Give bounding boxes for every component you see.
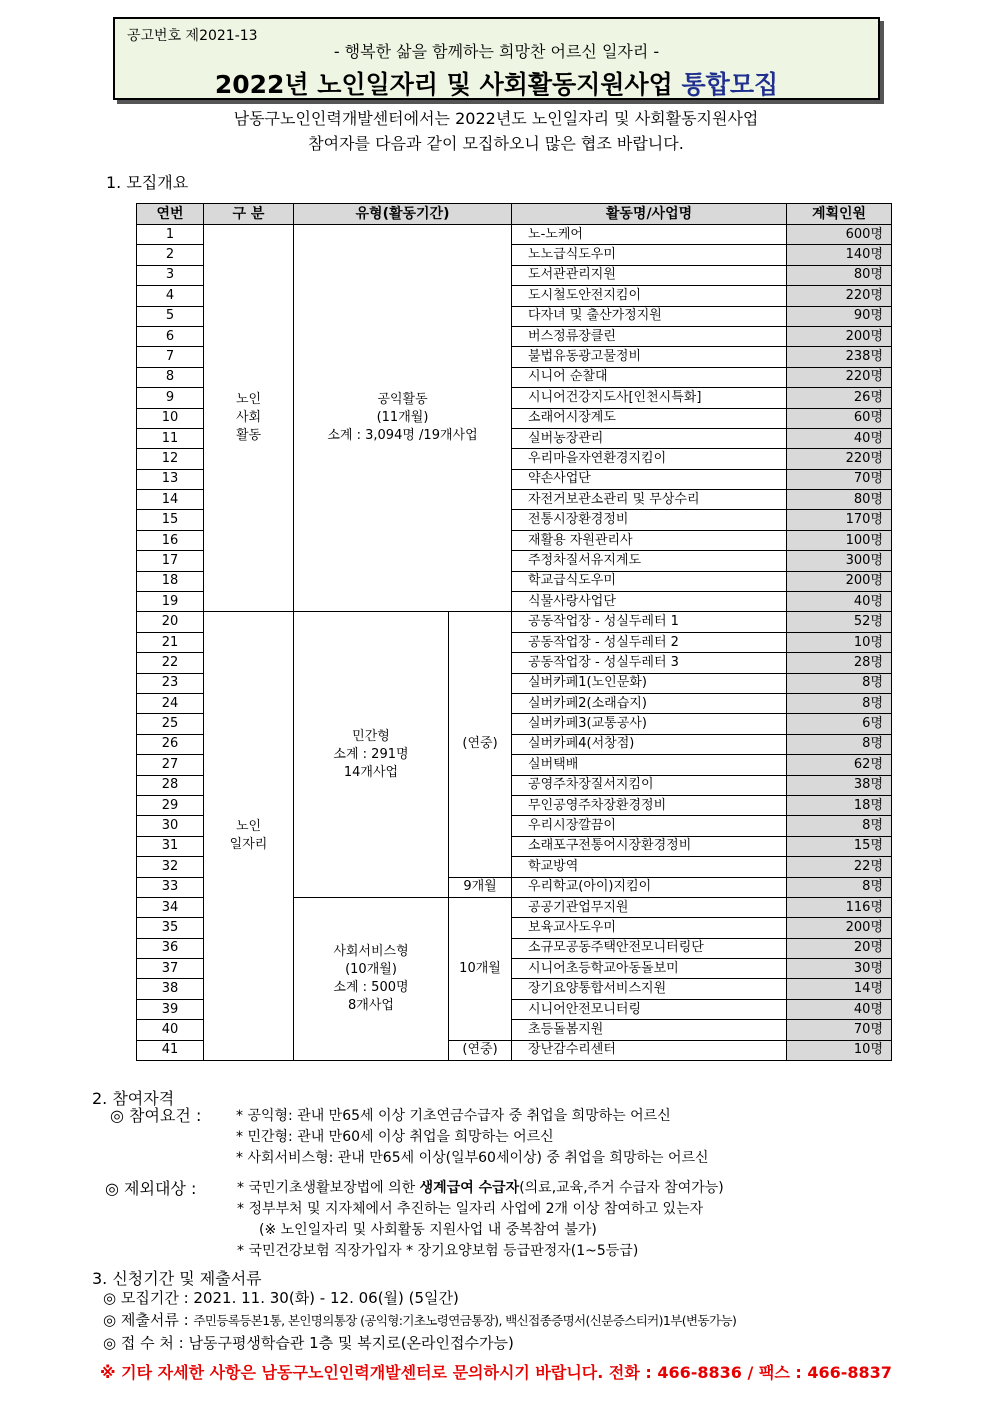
exclusion-note: (※ 노인일자리 및 사회활동 지원사업 내 중복참여 불가) [259, 1222, 597, 1238]
activity-name: 실버택배 [512, 755, 787, 775]
activity-name: 주정차질서유지계도 [512, 551, 787, 571]
activity-name: 도시철도안전지킴이 [512, 286, 787, 306]
row-number: 17 [137, 551, 204, 571]
planned-count: 40명 [787, 592, 892, 612]
row-number: 18 [137, 571, 204, 591]
row-number: 19 [137, 592, 204, 612]
footer-notice: ※ 기타 자세한 사항은 남동구노인인력개발센터로 문의하시기 바랍니다. 전화 : 466-8836 / 팩스 : 466-8837 [100, 1363, 892, 1382]
row-number: 14 [137, 490, 204, 510]
activity-name: 공동작업장 - 성실두레터 3 [512, 653, 787, 673]
planned-count: 15명 [787, 836, 892, 856]
row-number: 27 [137, 755, 204, 775]
planned-count: 100명 [787, 530, 892, 550]
row-number: 8 [137, 367, 204, 387]
planned-count: 6명 [787, 714, 892, 734]
activity-name: 자전거보관소관리 및 무상수리 [512, 490, 787, 510]
period-value: 2021. 11. 30(화) - 12. 06(월) (5일간) [193, 1289, 459, 1307]
subtitle: - 행복한 삶을 함께하는 희망찬 어르신 일자리 - [333, 42, 660, 61]
row-number: 11 [137, 428, 204, 448]
row-number: 10 [137, 408, 204, 428]
row-number: 26 [137, 734, 204, 754]
activity-name: 소규모공동주택안전모니터링단 [512, 938, 787, 958]
intro-line-2: 참여자를 다음과 같이 모집하오니 많은 협조 바랍니다. [308, 134, 684, 153]
row-number: 6 [137, 326, 204, 346]
group-label-line: 소계 : 291명 [333, 746, 409, 762]
notice-number: 공고번호 제2021-13 [127, 28, 258, 44]
planned-count: 18명 [787, 795, 892, 815]
page-title [115, 65, 878, 101]
header-planned: 계획인원 [787, 204, 892, 225]
header-category: 구 분 [204, 204, 294, 225]
activity-name: 학교급식도우미 [512, 571, 787, 591]
docs-label: ◎ 제출서류 : [103, 1311, 189, 1329]
planned-count: 80명 [787, 490, 892, 510]
row-number: 7 [137, 347, 204, 367]
planned-count: 70명 [787, 469, 892, 489]
group-label-line: 소계 : 3,094명 /19개사업 [327, 428, 478, 444]
planned-count: 80명 [787, 265, 892, 285]
exclusion-item: * 국민기초생활보장법에 의한 생계급여 수급자(의료,교육,주거 수급자 참여가능) [237, 1180, 724, 1196]
planned-count: 170명 [787, 510, 892, 530]
activity-name: 학교방역 [512, 857, 787, 877]
docs-row [103, 1309, 736, 1332]
activity-name: 다자녀 및 출산가정지원 [512, 306, 787, 326]
planned-count: 8명 [787, 673, 892, 693]
activity-name: 재활용 자원관리사 [512, 530, 787, 550]
intro-line-1: 남동구노인인력개발센터에서는 2022년도 노인일자리 및 사회활동지원사업 [233, 109, 759, 128]
row-number: 23 [137, 673, 204, 693]
place-label: ◎ 접 수 처 : [103, 1334, 184, 1352]
planned-count: 8명 [787, 734, 892, 754]
planned-count: 52명 [787, 612, 892, 632]
planned-count: 8명 [787, 693, 892, 713]
row-number: 9 [137, 388, 204, 408]
section-2-title: 2. 참여자격 [92, 1089, 175, 1108]
row-number: 15 [137, 510, 204, 530]
row-number: 3 [137, 265, 204, 285]
group-label-line: 8개사업 [348, 997, 394, 1013]
group-label-line: 민간형 [352, 728, 390, 744]
planned-count: 30명 [787, 959, 892, 979]
planned-count: 22명 [787, 857, 892, 877]
activity-name: 불법유동광고물정비 [512, 347, 787, 367]
planned-count: 300명 [787, 551, 892, 571]
group-label-line: (10개월) [345, 961, 397, 977]
group-label-line: 소계 : 500명 [333, 979, 409, 995]
planned-count: 220명 [787, 449, 892, 469]
exclusions-label: ◎ 제외대상 : [105, 1179, 197, 1198]
row-number: 20 [137, 612, 204, 632]
application-info [103, 1287, 736, 1354]
planned-count: 40명 [787, 999, 892, 1019]
group-label-line: 활동 [235, 428, 262, 444]
planned-count: 26명 [787, 388, 892, 408]
place-row [103, 1332, 736, 1354]
activity-name: 실버카페1(노인문화) [512, 673, 787, 693]
planned-count: 116명 [787, 897, 892, 917]
activity-name: 공동작업장 - 성실두레터 1 [512, 612, 787, 632]
activity-name: 노-노케어 [512, 225, 787, 245]
activity-name: 시니어안전모니터링 [512, 999, 787, 1019]
row-number: 25 [137, 714, 204, 734]
activity-name: 공공기관업무지원 [512, 897, 787, 917]
activity-name: 무인공영주차장환경정비 [512, 795, 787, 815]
title-highlight: 통합모집 [681, 70, 779, 99]
planned-count: 20명 [787, 938, 892, 958]
row-number: 5 [137, 306, 204, 326]
planned-count: 200명 [787, 326, 892, 346]
planned-count: 62명 [787, 755, 892, 775]
activity-name: 장기요양통합서비스지원 [512, 979, 787, 999]
activity-name: 식물사랑사업단 [512, 592, 787, 612]
period-10-months: 10개월 [449, 897, 512, 1040]
group-label-line: 일자리 [229, 837, 268, 853]
exclusion-item: * 국민건강보험 직장가입자 * 장기요양보험 등급판정자(1~5등급) [237, 1243, 639, 1259]
exclusions [105, 1178, 196, 1201]
group-label-line: (11개월) [376, 410, 429, 426]
section-1-title: 1. 모집개요 [106, 173, 189, 192]
group-label-line: 노인 [235, 392, 262, 408]
category-senior-social [204, 225, 294, 612]
planned-count: 140명 [787, 245, 892, 265]
planned-count: 28명 [787, 653, 892, 673]
docs-value: 주민등록등본1통, 본인명의통장 (공익형:기초노령연금통장), 백신접종증명서(신분증스티커)1부(변동가능) [193, 1313, 737, 1328]
row-number: 4 [137, 286, 204, 306]
planned-count: 10명 [787, 632, 892, 652]
planned-count: 220명 [787, 367, 892, 387]
planned-count: 600명 [787, 225, 892, 245]
activity-name: 장난감수리센터 [512, 1040, 787, 1060]
activity-name: 실버카페2(소래습지) [512, 693, 787, 713]
planned-count: 8명 [787, 877, 892, 897]
table-row [137, 225, 892, 245]
requirement-item: * 공익형: 관내 만65세 이상 기초연금수급자 중 취업을 희망하는 어르신 [236, 1108, 671, 1124]
row-number: 40 [137, 1020, 204, 1040]
activity-name: 약손사업단 [512, 469, 787, 489]
row-number: 37 [137, 959, 204, 979]
activity-name: 시니어초등학교아동돌보미 [512, 959, 787, 979]
planned-count: 38명 [787, 775, 892, 795]
activity-name: 실버카페3(교통공사) [512, 714, 787, 734]
header-no: 연번 [137, 204, 204, 225]
livelihood-recipient: 생계급여 수급자 [419, 1180, 520, 1196]
period-row [103, 1287, 736, 1309]
section-3-title: 3. 신청기간 및 제출서류 [92, 1269, 262, 1288]
row-number: 22 [137, 653, 204, 673]
row-number: 21 [137, 632, 204, 652]
row-number: 33 [137, 877, 204, 897]
activity-name: 공영주차장질서지킴이 [512, 775, 787, 795]
activity-name: 도서관관리지원 [512, 265, 787, 285]
planned-count: 60명 [787, 408, 892, 428]
activity-name: 소래포구전통어시장환경정비 [512, 836, 787, 856]
group-label-line: 노인 [235, 819, 262, 835]
place-value: 남동구평생학습관 1층 및 복지로(온라인접수가능) [188, 1334, 514, 1352]
row-number: 29 [137, 795, 204, 815]
group-label-line: 14개사업 [343, 764, 399, 780]
group-label-line: 사회 [235, 410, 262, 426]
activity-name: 버스정류장클린 [512, 326, 787, 346]
row-number: 38 [137, 979, 204, 999]
activity-name: 보육교사도우미 [512, 918, 787, 938]
row-number: 1 [137, 225, 204, 245]
category-senior-job [204, 612, 294, 1061]
group-label-line: 사회서비스형 [333, 943, 409, 959]
row-number: 13 [137, 469, 204, 489]
exclusion-item: * 정부부처 및 지자체에서 추진하는 일자리 사업에 2개 이상 참여하고 있는자 [237, 1201, 704, 1217]
header-box [113, 17, 880, 100]
row-number: 31 [137, 836, 204, 856]
type-social-service [294, 897, 449, 1060]
row-number: 34 [137, 897, 204, 917]
row-number: 24 [137, 693, 204, 713]
planned-count: 14명 [787, 979, 892, 999]
type-public [294, 225, 512, 612]
planned-count: 90명 [787, 306, 892, 326]
row-number: 32 [137, 857, 204, 877]
planned-count: 220명 [787, 286, 892, 306]
planned-count: 10명 [787, 1040, 892, 1060]
activity-name: 초등돌봄지원 [512, 1020, 787, 1040]
activity-name: 시니어 순찰대 [512, 367, 787, 387]
requirements-label: ◎ 참여요건 : [110, 1106, 202, 1125]
row-number: 35 [137, 918, 204, 938]
activity-name: 우리학교(아이)지킴이 [512, 877, 787, 897]
table-header-row [137, 204, 892, 225]
activity-name: 실버카페4(서창점) [512, 734, 787, 754]
activity-name: 전통시장환경정비 [512, 510, 787, 530]
exclusions-list [237, 1178, 724, 1262]
activity-name: 공동작업장 - 성실두레터 2 [512, 632, 787, 652]
activity-name: 우리마을자연환경지킴이 [512, 449, 787, 469]
activity-name: 소래어시장계도 [512, 408, 787, 428]
row-number: 16 [137, 530, 204, 550]
recruit-table [136, 203, 892, 1061]
planned-count: 200명 [787, 918, 892, 938]
intro [0, 106, 992, 156]
requirements [110, 1105, 201, 1128]
header-activity: 활동명/사업명 [512, 204, 787, 225]
row-number: 12 [137, 449, 204, 469]
requirement-item: * 사회서비스형: 관내 만65세 이상(일부60세이상) 중 취업을 희망하는 어르신 [236, 1150, 709, 1166]
planned-count: 200명 [787, 571, 892, 591]
planned-count: 40명 [787, 428, 892, 448]
table-row [137, 612, 892, 632]
period-label: ◎ 모집기간 : [103, 1289, 189, 1307]
row-number: 2 [137, 245, 204, 265]
planned-count: 238명 [787, 347, 892, 367]
planned-count: 8명 [787, 816, 892, 836]
activity-name: 실버농장관리 [512, 428, 787, 448]
row-number: 28 [137, 775, 204, 795]
activity-name: 우리시장깔끔이 [512, 816, 787, 836]
planned-count: 70명 [787, 1020, 892, 1040]
row-number: 39 [137, 999, 204, 1019]
period-year-round: (연중) [449, 612, 512, 877]
row-number: 36 [137, 938, 204, 958]
period-year-round-2: (연중) [449, 1040, 512, 1060]
requirement-item: * 민간형: 관내 만60세 이상 취업을 희망하는 어르신 [236, 1129, 554, 1145]
row-number: 41 [137, 1040, 204, 1060]
title-main: 2022년 노인일자리 및 사회활동지원사업 [214, 70, 682, 99]
period-9-months: 9개월 [449, 877, 512, 897]
activity-name: 시니어건강지도사[인천시특화] [512, 388, 787, 408]
group-label-line: 공익활동 [377, 392, 428, 408]
requirements-list [236, 1106, 709, 1169]
row-number: 30 [137, 816, 204, 836]
type-private [294, 612, 449, 897]
header-type: 유형(활동기간) [294, 204, 512, 225]
activity-name: 노노급식도우미 [512, 245, 787, 265]
